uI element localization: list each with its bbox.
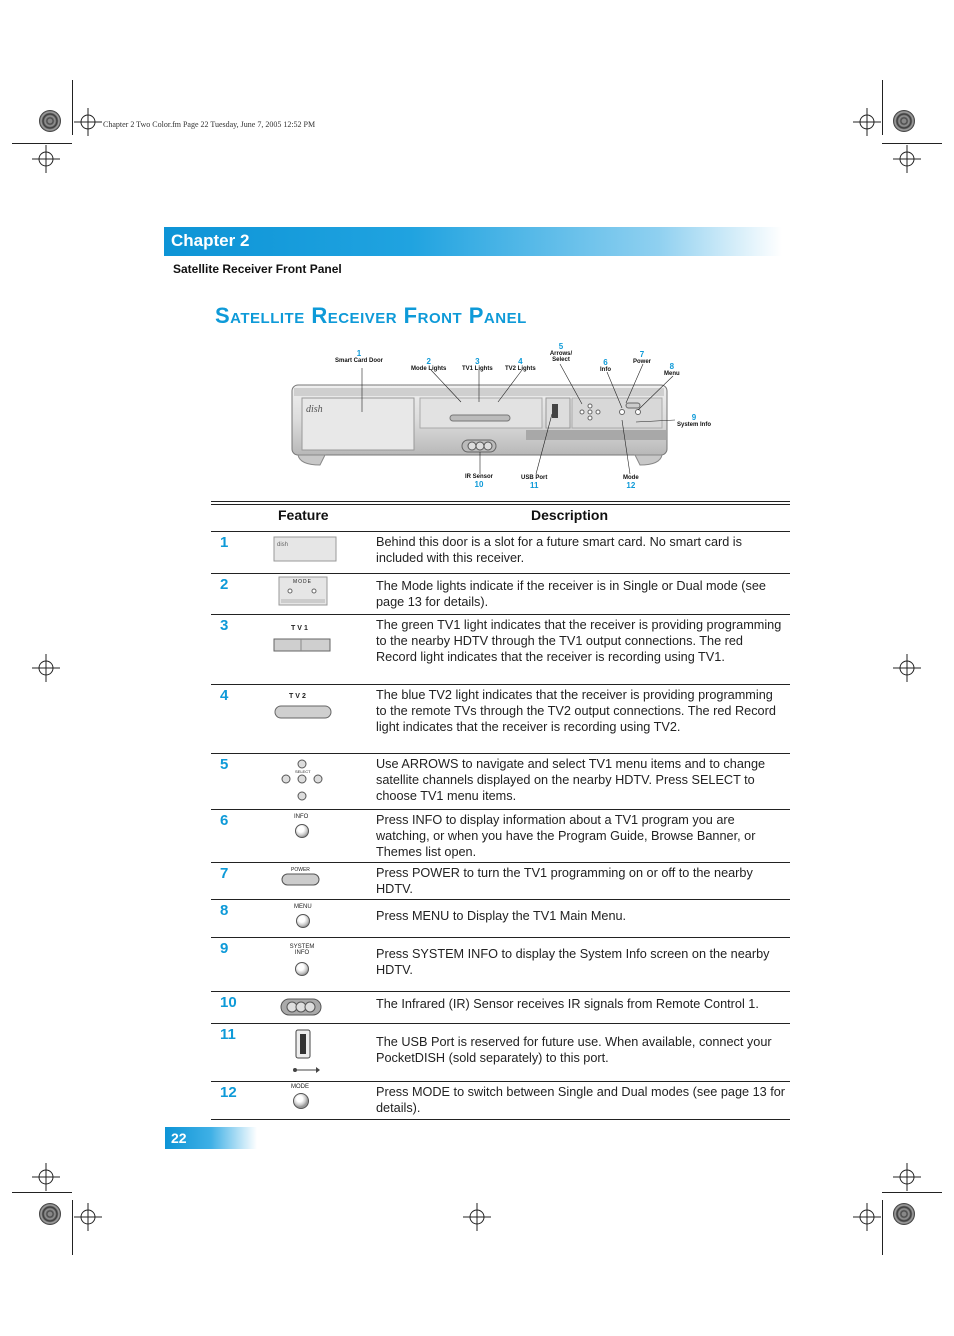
crop-mark [72,80,73,135]
arrow-pad-icon [278,758,348,804]
mode-label: MODE [291,1084,309,1090]
table-row [211,615,790,685]
tv1-label: TV1 [291,625,310,632]
crosshair-mark [893,1163,921,1191]
power-button-icon [281,873,351,887]
crop-mark [72,1200,73,1255]
feature-description: Press INFO to display information about a TV1 program you are watching, or when you have the Program Guide, Browse Banner, or Themes list open. [376,813,756,859]
select-label: SELECT [295,769,311,774]
callout-tv2-lights: 4 TV2 Lights [505,357,536,372]
feature-number: 5 [220,756,229,773]
table-row [211,574,790,615]
section-title: Satellite Receiver Front Panel [215,303,527,328]
table-row [211,1024,790,1082]
table-row [211,754,790,810]
feature-number: 12 [220,1084,237,1101]
callout-menu: 8 Menu [664,362,680,377]
feature-number: 2 [220,576,229,593]
crosshair-mark [32,145,60,173]
ir-sensor-icon [280,997,350,1017]
registration-mark [39,1203,61,1225]
tv2-label: TV2 [289,693,308,700]
table-row [211,1082,790,1120]
crop-mark [882,1200,883,1255]
crop-mark [12,143,72,144]
tv1-lights-icon [273,637,343,653]
svg-text:dish: dish [277,542,289,548]
column-header-description: Description [531,507,609,523]
callout-mode: Mode 12 [623,475,639,490]
callout-ir-sensor: IR Sensor 10 [465,474,494,489]
table-rule [211,504,790,505]
table-row [211,863,790,900]
feature-number: 10 [220,994,237,1011]
menu-label: MENU [294,904,312,910]
feature-description: Use ARROWS to navigate and select TV1 menu items and to change satellite channels displayed on the nearby HDTV. Press SELECT to choose TV1 menu items. [376,757,766,803]
menu-button-icon [296,914,310,928]
feature-number: 8 [220,902,229,919]
table-rule [211,501,790,502]
crosshair-mark [853,108,881,136]
callout-arrows-select: 5 Arrows/ Select [549,342,573,363]
registration-mark [39,110,61,132]
power-label: POWER [291,867,310,873]
callout-mode-lights: 2 Mode Lights [411,357,447,372]
crosshair-mark [32,654,60,682]
crosshair-mark [853,1203,881,1231]
running-head: Satellite Receiver Front Panel [173,262,342,276]
table-row [211,900,790,938]
crop-mark [12,1192,72,1193]
system-info-label: SYSTEM INFO [289,944,315,956]
callout-info: 6 Info [600,358,611,373]
system-info-button-icon [295,962,309,976]
feature-description: Press SYSTEM INFO to display the System Info screen on the nearby HDTV. [376,947,770,977]
callout-tv1-lights: 3 TV1 Lights [462,357,493,372]
feature-number: 4 [220,687,229,704]
crosshair-mark [74,108,102,136]
crop-mark [882,143,942,144]
crosshair-mark [32,1163,60,1191]
feature-description: The green TV1 light indicates that the receiver is providing programming to the nearby HDTV through the TV1 output connections. The red Record light indicates that the receiver is recording using TV1. [376,618,782,664]
crop-mark [882,1192,942,1193]
table-row [211,992,790,1024]
mode-lights-label: MODE [293,579,312,585]
feature-number: 6 [220,812,229,829]
feature-number: 1 [220,534,229,551]
table-row [211,938,790,992]
info-label: INFO [294,814,309,820]
smart-card-door-icon [273,536,343,562]
column-header-feature: Feature [278,507,329,523]
info-button-icon [295,824,309,838]
page-number: 22 [171,1130,187,1146]
chapter-label: Chapter 2 [171,231,250,250]
feature-number: 7 [220,865,229,882]
callout-power: 7 Power [633,350,652,365]
chapter-banner [164,227,782,256]
mode-lights-icon [278,576,348,606]
table-row [211,685,790,754]
callout-system-info: 9 System Info [677,413,712,428]
table-row [211,532,790,574]
feature-description: The blue TV2 light indicates that the receiver is providing programming to the remote TVs through the TV2 output connections. The red Record light indicates that the receiver is recording using TV2. [376,688,776,734]
callout-smart-card-door: 1 Smart Card Door [335,349,384,364]
registration-mark [893,110,915,132]
mode-button-icon [293,1093,309,1109]
feature-description: Press MENU to Display the TV1 Main Menu. [376,909,627,923]
feature-description: The Mode lights indicate if the receiver is in Single or Dual mode (see page 13 for details). [376,579,766,609]
callout-usb-port: USB Port 11 [521,475,548,490]
feature-number: 9 [220,940,229,957]
crosshair-mark [893,145,921,173]
crop-mark [882,80,883,135]
registration-mark [893,1203,915,1225]
receiver-front-panel-figure [290,340,730,500]
svg-text:dish: dish [306,404,323,415]
crosshair-mark [463,1203,491,1231]
feature-description: The USB Port is reserved for future use. When available, connect your PocketDISH (sold separately) to this port. [376,1035,772,1065]
feature-description: Behind this door is a slot for a future smart card. No smart card is included with this receiver. [376,535,742,565]
table-row [211,810,790,863]
usb-port-icon [292,1028,362,1078]
feature-number: 11 [220,1026,236,1043]
feature-number: 3 [220,617,229,634]
file-header: Chapter 2 Two Color.fm Page 22 Tuesday, June 7, 2005 12:52 PM [103,120,316,129]
page-number-tab [165,1127,257,1149]
feature-description: The Infrared (IR) Sensor receives IR signals from Remote Control 1. [376,997,759,1011]
crosshair-mark [74,1203,102,1231]
tv2-lights-icon [274,704,344,720]
crosshair-mark [893,654,921,682]
feature-description: Press MODE to switch between Single and Dual modes (see page 13 for details). [376,1085,786,1115]
feature-description: Press POWER to turn the TV1 programming on or off to the nearby HDTV. [376,866,753,896]
